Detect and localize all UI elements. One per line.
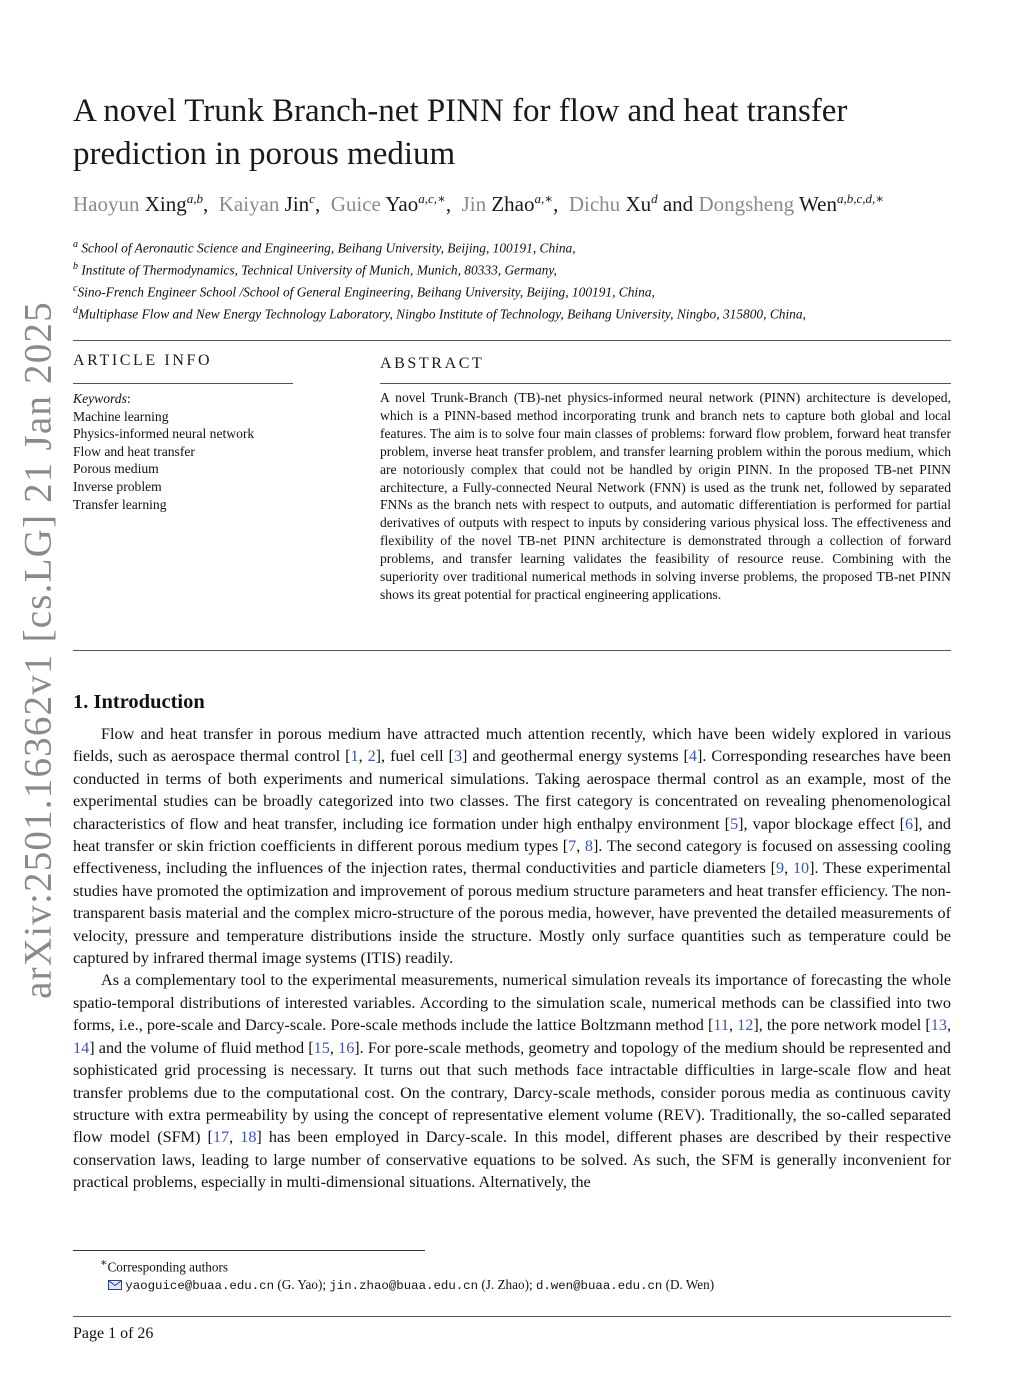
- keyword: Transfer learning: [73, 496, 167, 512]
- paragraph-text: ,: [229, 1128, 241, 1147]
- keyword: Inverse problem: [73, 478, 162, 494]
- citation-link[interactable]: 8: [584, 837, 593, 856]
- affiliation: $^c$Sino-French Engineer School /School of General Engineering, Beihang University, Beijing, 100191, China,: [73, 283, 655, 300]
- author: Guice Yao$^{a,c,∗}$: [330, 191, 446, 216]
- footer-rule: [73, 1316, 951, 1317]
- paragraph: [73, 969, 951, 1193]
- title-line-1: A novel Trunk Branch-net PINN for flow and heat transfer: [73, 93, 848, 129]
- divider: [380, 383, 951, 384]
- email-link[interactable]: yaoguice@buaa.edu.cn: [125, 1279, 275, 1293]
- paragraph-text: ], and heat transfer or skin friction coefficients in different porous medium types [: [73, 814, 952, 856]
- paragraph-text: ], fuel cell [: [375, 747, 454, 766]
- title-line-2: prediction in porous medium: [73, 136, 456, 172]
- keyword: Physics-informed neural network: [73, 426, 255, 442]
- affiliation: $^a$ School of Aeronautic Science and Engineering, Beihang University, Beijing, 100191, China,: [73, 239, 576, 256]
- body-text: [73, 723, 951, 1194]
- paragraph-text: ,: [728, 1016, 738, 1035]
- citation-link[interactable]: 5: [730, 814, 739, 833]
- email-link[interactable]: jin.zhao@buaa.edu.cn: [329, 1279, 479, 1293]
- paragraph-text: ], vapor blockage effect [: [738, 814, 906, 833]
- paragraph-text: ,: [576, 837, 585, 856]
- citation-link[interactable]: 18: [240, 1128, 257, 1147]
- footnote: ∗Corresponding authors: [100, 1257, 228, 1275]
- author: Kaiyan Jin$^c$: [218, 191, 315, 216]
- keywords-block: Keywords: Machine learning Physics-informed neural network Flow and heat transfer Porous medium Inverse problem Transfer learning: [73, 391, 255, 512]
- citation-link[interactable]: 9: [776, 859, 785, 878]
- divider: [73, 340, 951, 341]
- paragraph-text: ]. The second category is focused on assessing cooling effectiveness, including the influences of the injection rates, thermal conductivities and particle diameters [: [73, 837, 952, 878]
- citation-link[interactable]: 13: [930, 1016, 947, 1035]
- affiliation: $^b$ Institute of Thermodynamics, Technical University of Munich, Munich, 80333, Germany,: [73, 261, 557, 278]
- citation-link[interactable]: 16: [338, 1038, 355, 1057]
- author-list: Haoyun Xing$^{a,b}$, Kaiyan Jin$^c$, Guice Yao$^{a,c,∗}$, Jin Zhao$^{a,∗}$, Dichu Xu$^d$ and Dongsheng Wen$^{a,b,c,d,∗}$: [73, 191, 885, 216]
- paragraph-text: ,: [946, 1016, 952, 1035]
- section-heading-introduction: 1. Introduction: [73, 691, 205, 713]
- paper-title: [73, 90, 953, 176]
- abstract-text: A novel Trunk-Branch (TB)-net physics-informed neural network (PINN) architecture is developed, which is a PINN-based method incorporating trunk and branch nets to capture both global and local features. The aim is to solve four main classes of problems: forward flow problem, forward heat transfer problem, inverse heat transfer problem, and transfer learning problem within the porous medium, which are notoriously complex that could not be handled by origin PINN. In the proposed TB-net PINN architecture, a Fully-connected Neural Network (FNN) is used as the trunk net, followed by separated FNNs as the branch nets with respect to outputs, and automatic differentiation is performed for partial derivatives of outputs with respect to inputs by considering various physical loss. The effectiveness and flexibility of the novel TB-net PINN architecture is demonstrated through a collection of forward problems, and transfer learning validates the feasibility of resource reuse. Combining with the superiority over traditional numerical methods in solving inverse problems, the proposed TB-net PINN shows its great potential for practical engineering applications.: [380, 390, 951, 602]
- citation-link[interactable]: 7: [568, 837, 577, 856]
- author: Jin Zhao$^{a,∗}$: [461, 191, 554, 216]
- divider: [73, 383, 293, 384]
- paragraph-text: ,: [784, 859, 793, 878]
- keyword: Machine learning: [73, 408, 169, 424]
- paragraph-text: ] has been employed in Darcy-scale. In this model, different phases are described by their respective conservation laws, leading to large number of conservative equations to be solved. As such, the SFM is generally inconvenient for practical problems, especially in multi-dimensional situations. Alternatively, the: [73, 1128, 952, 1192]
- paragraph-text: ], the pore network model [: [753, 1016, 931, 1035]
- arxiv-identifier: arXiv:2501.16362v1 [cs.LG] 21 Jan 2025: [16, 301, 60, 999]
- paragraph-text: ,: [358, 747, 368, 766]
- citation-link[interactable]: 14: [73, 1038, 90, 1057]
- article-info-heading: ARTICLE INFO: [73, 352, 213, 369]
- paragraph: [73, 723, 951, 969]
- paragraph-text: ] and geothermal energy systems [: [462, 747, 689, 766]
- citation-link[interactable]: 10: [792, 859, 810, 878]
- affiliation: $^d$Multiphase Flow and New Energy Technology Laboratory, Ningbo Institute of Technology, Beihang University, Ningbo, 315800, China,: [73, 305, 806, 322]
- keyword: Porous medium: [73, 461, 159, 477]
- paragraph-text: ]. Corresponding researches have been conducted in terms of both experiments and numerical simulations. Taking aerospace thermal control as an example, most of the experimental studies can be broadly categorized into two classes. The first category is concentrated on revealing phenomenological characteristics of flow and heat transfer, including ice formation under high enthalpy environment [: [73, 747, 951, 833]
- author: Dichu Xu$^d$: [568, 191, 658, 216]
- citation-link[interactable]: 6: [905, 814, 914, 833]
- and-word: and: [662, 192, 694, 216]
- citation-link[interactable]: 1: [350, 747, 359, 766]
- citation-link[interactable]: 3: [453, 747, 463, 766]
- author: Haoyun Xing$^{a,b}$: [73, 191, 203, 216]
- envelope-icon: [108, 1278, 122, 1290]
- email-link[interactable]: d.wen@buaa.edu.cn: [535, 1279, 663, 1293]
- paragraph-text: ]. For pore-scale methods, geometry and topology of the medium should be represented and sophisticated grid processing is necessary. It turns out that such methods face intractable difficulties in large-scale flow and heat transfer problems due to the computational cost. On the contrary, Darcy-scale methods, consider porous media as continuous cavity structure with extra permeability by using the concept of representative element volume (REV). Traditionally, the so-called separated flow model (SFM) [: [73, 1038, 951, 1147]
- citation-link[interactable]: 11: [713, 1016, 729, 1035]
- paragraph-text: As a complementary tool to the experimental measurements, numerical simulation reveals its importance of forecasting the whole spatio-temporal distributions of interested variables. According to the simulation scale, numerical methods can be classified into two forms, i.e., pore-scale and Darcy-scale. Pore-scale methods include the lattice Boltzmann method [: [73, 971, 951, 1035]
- keywords-label: Keywords: [73, 391, 127, 406]
- abstract-heading: ABSTRACT: [380, 355, 485, 372]
- citation-link[interactable]: 12: [737, 1016, 754, 1035]
- divider: [73, 650, 951, 651]
- email-line: yaoguice@buaa.edu.cn (G. Yao); jin.zhao@buaa.edu.cn (J. Zhao); d.wen@buaa.edu.cn (D. Wen): [108, 1277, 714, 1293]
- paragraph-text: Flow and heat transfer in porous medium have attracted much attention recently, which have been widely explored in various fields, such as aerospace thermal control [: [73, 725, 951, 766]
- footnote-rule: [73, 1250, 425, 1251]
- citation-link[interactable]: 17: [212, 1128, 230, 1147]
- paragraph-text: ]. These experimental studies have promoted the optimization and improvement of porous medium structure parameters and heat transfer efficiency. The non-transparent basis material and the complex micro-structure of the porous media, however, have prevented the detailed measurements of velocity, pressure and temperature distributions inside the structure. Mostly only surface quantities such as temperature could be captured by infrared thermal image systems (ITIS) readily.: [73, 859, 952, 968]
- paragraph-text: ] and the volume of fluid method [: [89, 1038, 314, 1057]
- page-number: Page 1 of 26: [73, 1325, 154, 1342]
- citation-link[interactable]: 2: [367, 747, 376, 766]
- citation-link[interactable]: 15: [313, 1038, 330, 1057]
- paragraph-text: ,: [329, 1038, 339, 1057]
- author: Dongsheng Wen$^{a,b,c,d,∗}$: [698, 191, 885, 216]
- keyword: Flow and heat transfer: [73, 443, 195, 459]
- citation-link[interactable]: 4: [688, 747, 697, 766]
